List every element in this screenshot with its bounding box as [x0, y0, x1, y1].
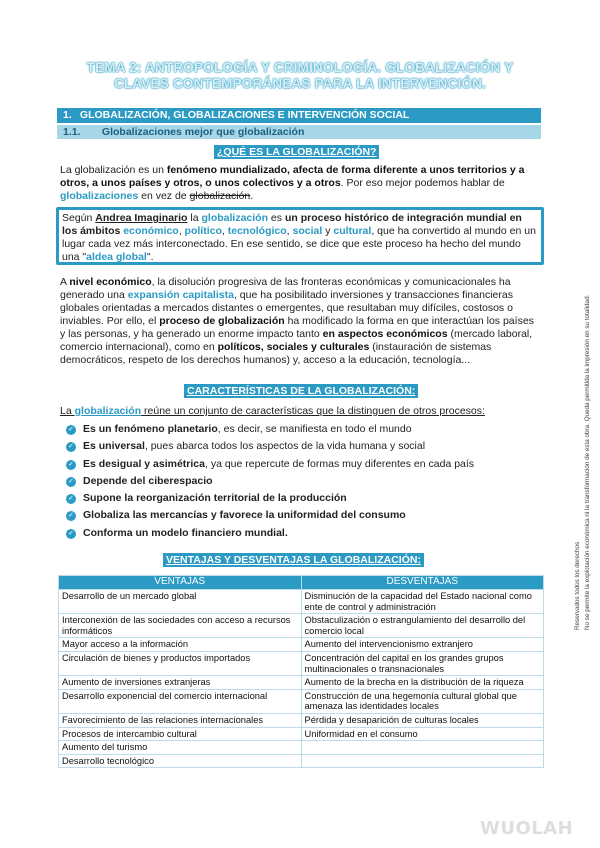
column-header-ventajas: VENTAJAS	[59, 576, 302, 590]
characteristics-intro: La globalización reúne un conjunto de características que la distinguen de otros procesos:	[60, 405, 485, 417]
characteristics-list	[66, 421, 536, 542]
section-heading-1: 1. GLOBALIZACIÓN, GLOBALIZACIONES E INTERVENCIÓN SOCIAL	[57, 108, 541, 123]
bullet-icon: ✓	[66, 511, 76, 521]
bullet-icon: ✓	[66, 425, 76, 435]
table-row: Aumento de inversiones extranjeras Aumento de la brecha en la distribución de la riqueza	[59, 676, 544, 690]
bullet-icon: ✓	[66, 442, 76, 452]
list-item: ✓ Es un fenómeno planetario, es decir, se manifiesta en todo el mundo	[66, 421, 536, 438]
column-header-desventajas: DESVENTAJAS	[301, 576, 544, 590]
bullet-icon: ✓	[66, 477, 76, 487]
bullet-icon: ✓	[66, 529, 76, 539]
definition-quote-box: Según Andrea Imaginario la globalización es un proceso histórico de integración mundial en los ámbitos económico, político, tecnológico, social y cultural, que ha convertido al mundo en un lugar cada vez más interconectado. En ese sentido, se dice que este proceso ha hecho del mundo una "aldea global".	[56, 207, 544, 265]
document-title: TEMA 2: ANTROPOLOGÍA Y CRIMINOLOGÍA. GLOBALIZACIÓN Y CLAVES CONTEMPORÁNEAS PARA LA INTERVENCIÓN.	[86, 60, 514, 91]
table-row: Desarrollo tecnológico	[59, 754, 544, 768]
heading-que-es: ¿QUÉ ES LA GLOBALIZACIÓN?	[214, 145, 379, 159]
table-row: Desarrollo de un mercado global Disminución de la capacidad del Estado nacional como ente de control y administración	[59, 590, 544, 614]
table-row: Mayor acceso a la información Aumento del intervencionismo extranjero	[59, 638, 544, 652]
table-row: Circulación de bienes y productos importados Concentración del capital en los grandes grupos multinacionales o transnacionales	[59, 651, 544, 675]
subsection-heading-1-1: 1.1. Globalizaciones mejor que globalización	[57, 125, 541, 139]
table-row: Procesos de intercambio cultural Uniformidad en el consumo	[59, 727, 544, 741]
list-item: ✓ Globaliza las mercancías y favorece la uniformidad del consumo	[66, 507, 536, 524]
list-item: ✓ Es universal, pues abarca todos los aspectos de la vida humana y social	[66, 438, 536, 455]
heading-ventajas-desventajas: VENTAJAS Y DESVENTAJAS LA GLOBALIZACIÓN:	[163, 553, 424, 567]
economic-paragraph: A nivel económico, la disolución progresiva de las fronteras económicas y comunicacionales ha generado una expansión capitalista, que ha posibilitado inversiones y transacciones financieras globales orientadas a mercados distantes o emergentes, que resultaban muy difíciles, costosos o inviables. Por ello, el proceso de globalización ha modificado la forma en que interactúan los países y las personas, y ha generado un enorme impacto tanto en aspectos económicos (mercado laboral, comercio internacional), como en políticos, sociales y culturales (instauración de sistemas democráticos, respeto de los derechos humanos) y, acceso a la educación, tecnología...	[60, 276, 534, 366]
table-header-row	[59, 576, 544, 590]
list-item: ✓ Supone la reorganización territorial de la producción	[66, 490, 536, 507]
intro-paragraph: La globalización es un fenómeno mundializado, afecta de forma diferente a unos territorios y a otros, a unos países y otros, o unos colectivos y a otros. Por eso mejor podemos hablar de globalizaciones en vez de globalización.	[60, 164, 525, 202]
heading-caracteristicas: CARACTERÍSTICAS DE LA GLOBALIZACIÓN:	[184, 384, 418, 398]
table-row: Aumento del turismo	[59, 741, 544, 755]
table-row: Desarrollo exponencial del comercio internacional Construcción de una hegemonía cultural global que amenaza las identidades locales	[59, 689, 544, 713]
table-row: Interconexión de las sociedades con acceso a recursos informáticos Obstaculización o estrangulamiento del desarrollo del comercio local	[59, 614, 544, 638]
advantages-disadvantages-table	[58, 575, 544, 768]
bullet-icon: ✓	[66, 494, 76, 504]
wuolah-watermark: WUOLAH	[480, 818, 574, 839]
list-item: ✓ Depende del ciberespacio	[66, 473, 536, 490]
list-item: ✓ Conforma un modelo financiero mundial.	[66, 525, 536, 542]
list-item: ✓ Es desigual y asimétrica, ya que repercute de formas muy diferentes en cada país	[66, 456, 536, 473]
author-name: Andrea Imaginario	[95, 212, 188, 224]
table-row: Favorecimiento de las relaciones internacionales Pérdida y desaparición de culturas locales	[59, 713, 544, 727]
document-page: TEMA 2: ANTROPOLOGÍA Y CRIMINOLOGÍA. GLOBALIZACIÓN Y CLAVES CONTEMPORÁNEAS PARA LA INTERVENCIÓN. 1. GLOBALIZACIÓN, GLOBALIZACIONES E INTERVENCIÓN SOCIAL 1.1. Globalizaciones mejor que globalización ¿QUÉ ES LA GLOBALIZACIÓN? La globalización es un fenómeno mundializado, afecta de forma diferente a unos territorios y a otros, a unos países y otros, o unos colectivos y a otros. Por eso mejor podemos hablar de globalizaciones en vez de globalización. Según Andrea Imaginario la globalización es un proceso histórico de integración mundial en los ámbitos económico, político, tecnológico, social y cultural, que ha convertido al mundo en un lugar cada vez más interconectado. En ese sentido, se dice que este proceso ha hecho del mundo una "aldea global". A nivel económico, la disolución progresiva de las fronteras económicas y comunicacionales ha generado una expansión capitalista, que ha posibilitado inversiones y transacciones financieras globales orientadas a mercados distantes o emergentes, que resultaban muy difíciles, costosos o inviables. Por ello, el proceso de globalización ha modificado la forma en que interactúan los países y las personas, y ha generado un enorme impacto tanto en aspectos económicos (mercado laboral, comercio internacional), como en políticos, sociales y culturales (instauración de sistemas democráticos, respeto de los derechos humanos) y, acceso a la educación, tecnología... CARACTERÍSTICAS DE LA GLOBALIZACIÓN: La globalización reúne un conjunto de características que la distinguen de otros procesos: ✓ Es un fenómeno planetario, es decir, se manifiesta en todo el mundo ✓ Es universal, pues abarca todos los aspectos de la vida humana y social ✓ Es desigual y asimétrica, ya que repercute de formas muy diferentes en cada país ✓ Depende del ciberespacio ✓ Supone la reorganización territorial de la producción ✓ Globaliza las mercancías y favorece la uniformidad del consumo ✓ Conforma un modelo financiero mundial. VENTAJAS Y DESVENTAJAS LA GLOBALIZACIÓN: VENTAJAS DESVENTAJAS Desarrollo de un mercado global Disminución de la capacidad del Estado nacional como ente de control y administración Interconexión de las sociedades con acceso a recursos informáticos Obstaculización o estrangulamiento del desarrollo del comercio local Mayor acceso a la información Aumento del intervencionismo extranjero Circulación de bienes y productos importados Concentración del capital en los grandes grupos multinacionales o transnacionales Aumento de inversiones extranjeras Aumento de la brecha en la distribución de la riqueza Desarrollo exponencial del comercio internacional Construcción de una hegemonía cultural global que amenaza las identidades locales Favorecimiento de las relaciones internacionales Pérdida y desaparición de culturas locales Procesos de intercambio cultural Uniformidad en el consumo Aumento del turismo Desarrollo tecnológico Reservados todos los derechos. No se permite la explotación económica ni la transformación de esta obra. Queda permitida la impresión en su totalidad. WUOLAH	[0, 0, 600, 848]
bullet-icon: ✓	[66, 460, 76, 470]
